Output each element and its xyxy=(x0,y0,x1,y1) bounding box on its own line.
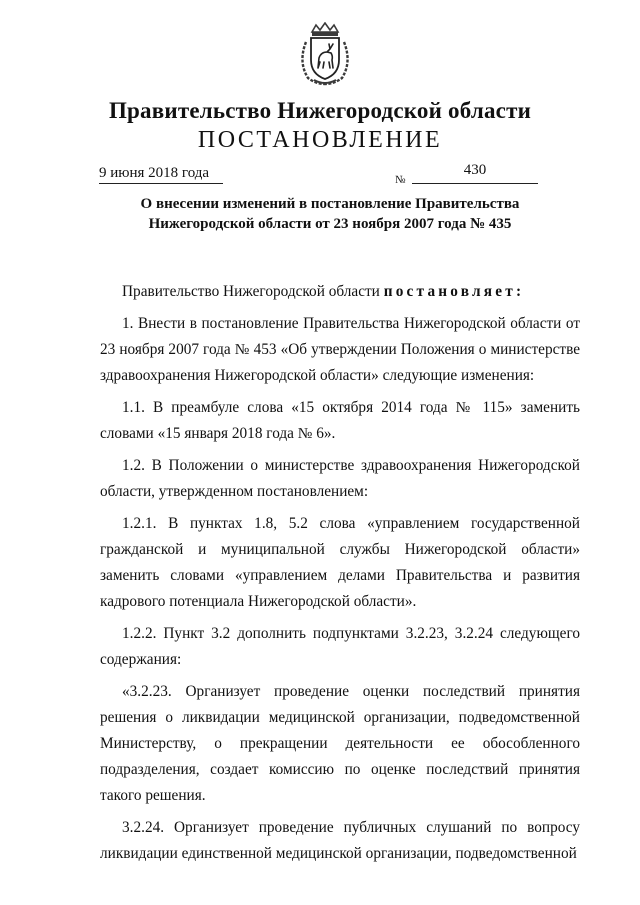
body-paragraph: 1.1. В преамбуле слова «15 октября 2014 года № 115» заменить словами «15 января 2018 года № 6». xyxy=(100,399,580,442)
subject-line-2: Нижегородской области от 23 ноября 2007 года № 435 xyxy=(148,216,512,232)
subject-line-1: О внесении изменений в постановление Правительства xyxy=(140,196,520,212)
body-intro xyxy=(100,279,580,305)
decree-body xyxy=(100,279,580,873)
decree-word: постановляет: xyxy=(383,283,525,300)
body-paragraph: 1.2.2. Пункт 3.2 дополнить подпунктами 3.2.23, 3.2.24 следующего содержания: xyxy=(100,625,580,668)
body-paragraph: «3.2.23. Организует проведение оценки последствий принятия решения о ликвидации медицинской организации, подведомственной Министерству, о прекращении деятельности ее обособленного подразделения, создает комиссию по оценке последствий принятия такого решения. xyxy=(100,683,580,804)
decree-number: 430 xyxy=(412,162,538,184)
number-label: № xyxy=(395,174,406,186)
decree-subject xyxy=(100,194,560,234)
body-paragraph: 1.2. В Положении о министерстве здравоохранения Нижегородской области, утвержденном постановлением: xyxy=(100,457,580,500)
intro-text: Правительство Нижегородской области xyxy=(122,283,380,300)
body-paragraph: 3.2.24. Организует проведение публичных слушаний по вопросу ликвидации единственной медицинской организации, подведомственной xyxy=(100,819,580,862)
body-paragraph: 1.2.1. В пунктах 1.8, 5.2 слова «управлением государственной гражданской и муниципальной службы Нижегородской области» заменить словами «управлением делами Правительства и развития кадрового потенциала Нижегородской области». xyxy=(100,515,580,610)
decree-date: 9 июня 2018 года xyxy=(99,165,223,184)
body-paragraph: 1. Внести в постановление Правительства Нижегородской области от 23 ноября 2007 года № 453 «Об утверждении Положения о министерстве здравоохранения Нижегородской области» следующие изменения: xyxy=(100,315,580,384)
government-title: Правительство Нижегородской области xyxy=(108,98,532,123)
document-type: ПОСТАНОВЛЕНИЕ xyxy=(197,127,443,153)
coat-of-arms-icon xyxy=(294,22,356,86)
